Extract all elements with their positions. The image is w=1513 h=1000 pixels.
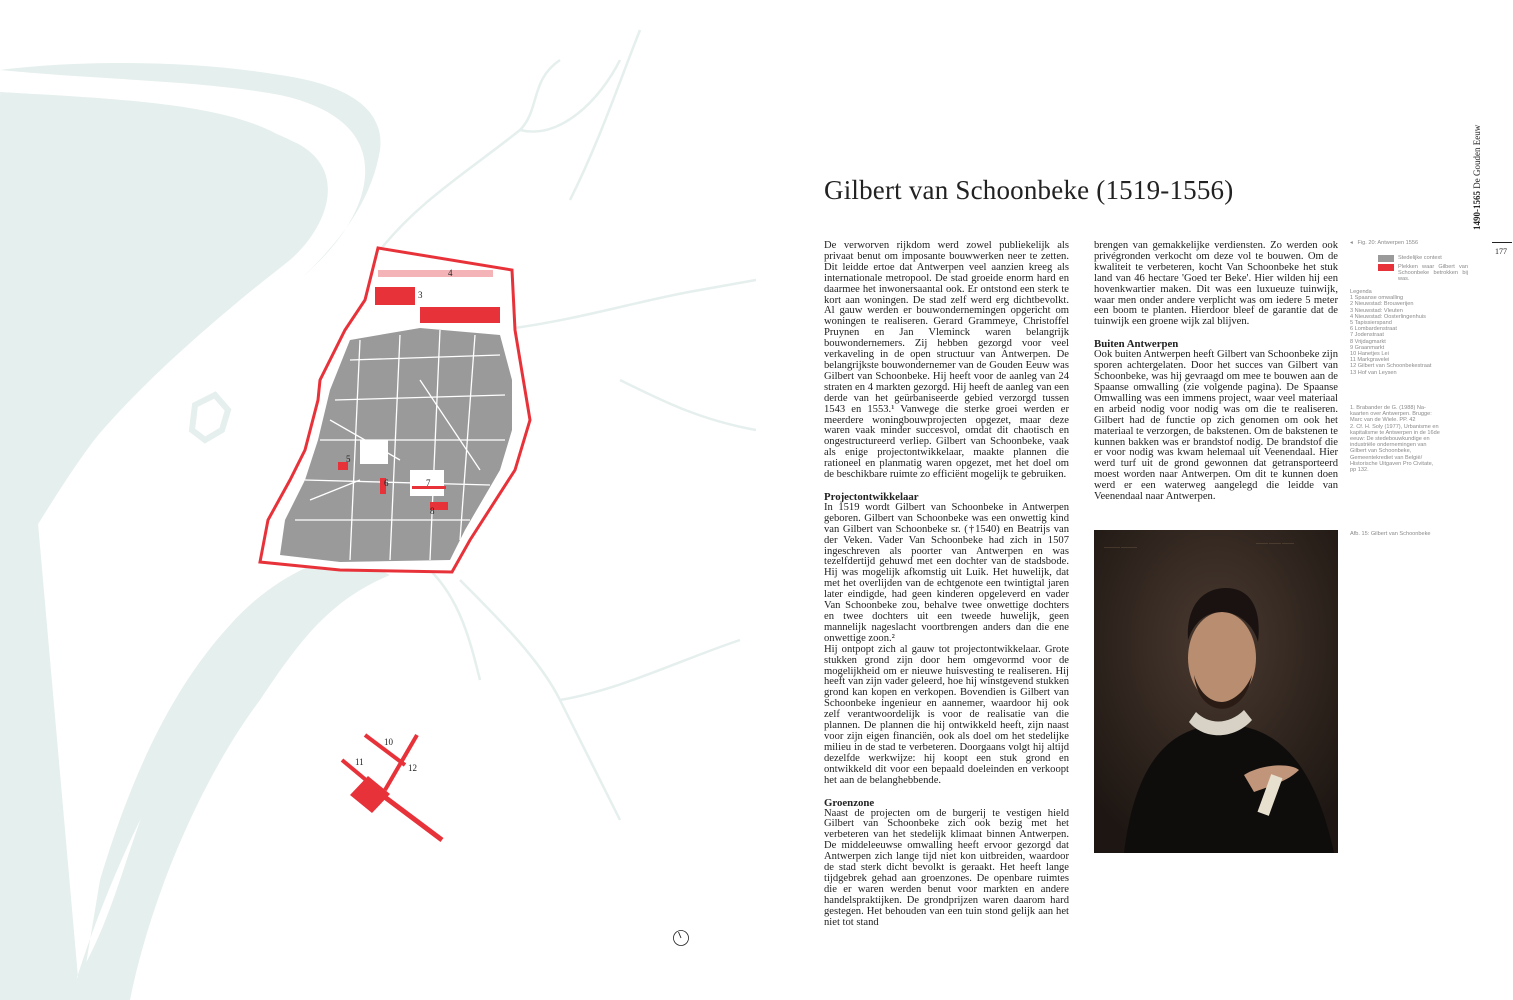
legend-item: 12 Gilbert van Schoonbekestraat (1350, 363, 1432, 370)
painting-inscription: ———— ———— (1104, 544, 1137, 549)
map-label: 6 (384, 478, 389, 488)
map-label: 3 (418, 290, 423, 300)
zone-3a (375, 287, 415, 305)
caret-left-icon: ◂ (1350, 240, 1353, 246)
zone-4 (378, 270, 493, 277)
antwerp-map (0, 0, 756, 1000)
outside-projects (342, 735, 442, 840)
paragraph: Hij ontpopt zich al gauw tot projectontwikkelaar. Grote stukken grond zijn door hem omgevormd voor de mogelijkheid om er nieuwe huisvesting te realiseren. Hij heeft van zijn vader geleerd, hoe hij winstgevend stukken grond kan kopen en verkopen. Bovendien is Gilbert van Schoonbeke ingenieur en aannemer, waardoor hij ook zelf verantwoordelijk is voor de realisatie van die plannen. De plannen die hij ontwikkeld heeft, zijn naast voor zijn eigen financiën, ook als doel om het stedelijke milieu in de stad te verbeteren. Doorgaans volgt hij altijd dezelfde werkwijze: hij koopt een stuk grond en ontwikkeld dit voor een bepaald doeleinden en verkoopt het aan de belanghebbende. (824, 643, 1069, 786)
paragraph: brengen van gemakkelijke verdiensten. Zo werden ook privégronden verkocht om deze vol te bouwen. Om de kwaliteit te verbeteren, kocht Van Schoonbeke het stuk land van 46 hectare 'Goed ter Beke'. Hier wilden hij een hovenkwartier maken. Dit was een luxueuze tuinwijk, waar men onder andere verplicht was om iedere 5 meter een boom te planten. Hierdoor bleef de garantie dat de tuinwijk een groene wijk zal blijven. (1094, 240, 1338, 328)
paragraph: Naast de projecten om de burgerij te vestigen hield Gilbert van Schoonbeke zich ook bezig met het verbeteren van het stedelijk klimaat binnen Antwerpen. De middeleeuwse omwalling heeft ervoor gezorgd dat Antwerpen zich lange tijd niet kon uitbreiden, waardoor de stad sterk dicht bevolkt is geraakt. Het heeft lange tijdgebrek gehad aan groenzones. De openbare ruimtes die er waren werden benut voor markten en andere handelspraktijken. De grondprijzen waren daarom hard gestegen. Het behouden van een tuin stond gelijk aan het niet tot stand (824, 807, 1069, 928)
map-label: 12 (408, 763, 417, 773)
citadel-island (192, 395, 228, 440)
red-swatch (1378, 264, 1394, 271)
map-label: 7 (426, 478, 431, 488)
zone-3b (420, 307, 500, 323)
legend-title: Legenda (1350, 289, 1372, 295)
portrait-caption: Afb. 15: Gilbert van Schoonbeke (1350, 531, 1431, 537)
legend-items (1350, 295, 1450, 376)
legend-item: 2 Nieuwstad: Brouwerijen (1350, 301, 1414, 308)
section-heading: Groenzone (824, 796, 875, 809)
map-label: 5 (346, 454, 351, 464)
text-column-1 (824, 241, 1069, 928)
north-arrow-icon (672, 929, 690, 947)
figure-caption: ◂ Fig. 20: Antwerpen 1556 (1350, 240, 1419, 246)
paragraph: Ook buiten Antwerpen heeft Gilbert van Schoonbeke zijn sporen achtergelaten. Door het succes van Gilbert van Schoonbeke, was hij gevraagd om mee te bouwen aan de Spaanse omwalling (zie volgende pagina). De Spaanse Omwalling was een immens project, waar veel materiaal en arbeid nodig voor nodig was om die te realiseren. Gilbert had de functie op zich genomen om ook het materiaal te verzorgen, de bakstenen. Om de bakstenen te kunnen bakken was er brandstof nodig. De brandstof die er voor nodig was kwam helemaal uit Veenendaal. Hier werd turf uit de grond gewonnen dat getransporteerd moest worden naar Antwerpen. Om dit te kunnen doen werd er een waterweg aangelegd die leidde van Veenendaal naar Antwerpen. (1094, 349, 1338, 503)
legend-item: 9 Graanmarkt (1350, 344, 1385, 351)
map-label: 8 (430, 506, 435, 516)
legend-item: 11 Markgravelei (1350, 357, 1390, 364)
legend-item: 7 Jodenstraat (1350, 332, 1384, 339)
map-label: 4 (448, 268, 453, 278)
paragraph: In 1519 wordt Gilbert van Schoonbeke in Antwerpen geboren. Gilbert van Schoonbeke was een onwettig kind van Gilbert van Schoonbeke sr. (†1540) en Beatrijs van der Veken. Vader Van Schoonbeke had zich in 1507 ingeschreven als poorter van Antwerpen en was tezelfdertijd gehuwd met een dochter van de stadsbode. Hij was mogelijk afkomstig uit Luik. Het huwelijk, dat met het overlijden van de echtgenote een twintigtal jaren later eindigde, had geen kinderen opgeleverd en vader Van Schoonbeke zou, behalve twee onwettige dochters en twee dochters uit een tweede huwelijk, geen mannelijk nageslacht voortbrengen anders dan die ene onwettige zoon.² (824, 501, 1069, 644)
section-heading: Projectontwikkelaar (824, 490, 919, 503)
page-title: Gilbert van Schoonbeke (1519-1556) (824, 175, 1234, 205)
page-number: 177 (1495, 247, 1507, 256)
hof-van-leysen (350, 776, 390, 813)
text-column-2 (1094, 241, 1338, 503)
painting-inscription: ——— ——— ——— (1256, 540, 1294, 545)
legend-item: 5 Tapissierspand (1350, 320, 1392, 327)
grey-swatch (1378, 255, 1394, 262)
section-heading: Buiten Antwerpen (1094, 338, 1179, 351)
legend-item: 3 Nieuwstad: Vleuten (1350, 307, 1403, 314)
legend-item: 6 Lombardenstraat (1350, 326, 1397, 333)
divider (1492, 242, 1512, 243)
portrait-image (1094, 530, 1338, 853)
legend-item: 1 Spaanse omwalling (1350, 295, 1404, 302)
legend-item: 13 Hof van Leysen (1350, 369, 1397, 376)
map-label: 11 (355, 757, 364, 767)
footnotes: 1. Brabander de G. (1988) Na-kaarten over Antwerpen. Brugge: Marc van de Wiele. PP. 42 2. Cf. H. Soly (1977), Urbanisme en kapitalisme te Antwerpen in de 16de eeuw: De stedebouwkundige en industriële ondernemingen van Gilbert van Schoonbeke, Gemeentekrediet van België/ Historische Uitgaven Pro Civitate, pp 132. (1350, 405, 1440, 474)
legend-item: 10 Hanetjes Lei (1350, 351, 1389, 358)
legend-item: 8 Vrijdagmarkt (1350, 338, 1386, 345)
paragraph: De verworven rijkdom werd zowel publiekelijk als privaat benut om imposante bouwwerken neer te zetten. Dit leidde ertoe dat Antwerpen veel aanzien kreeg als internationale metropool. De stad groeide enorm hard en daarmee het inwonersaantal ook. Er ontstond een sterk te kort aan woningen. De stad zelf werd erg dichtbevolkt. Al gauw werden er bouwondernemingen opgericht om woningen te realiseren. Gerard Grammeye, Christoffel Pruynen en Jan Vleminck waren belangrijk bouwondernemers. Zij hebben gezorgd voor veel verkaveling in de open structuur van Antwerpen. De belangrijkste bouwondernemer van de Gouden Eeuw was Gilbert van Schoonbeke. Hij heeft voor de aanleg van 24 straten en 4 markten gezorgd. Hij heeft de aanleg van een derde van het geürbaniseerde gebied verzorgd tussen 1543 en 1553.¹ Vanwege die sterke groei werden er meerdere woningbouwprojecten opgezet, maar deze waren vaak minder succesvol, omdat dit chaotisch en ongestructureerd verliep. Gilbert van Schoonbeke, vaak als enige projectontwikkelaar, maakte plannen die rationeel en planmatig waren opgezet, met het doel om de beschikbare ruimte zo efficiënt mogelijk te gebruiken. (824, 240, 1069, 481)
legend-list (1350, 289, 1450, 376)
legend-item: 4 Nieuwstad: Oosterlingenhuis (1350, 313, 1426, 320)
map-legend: Stedelijke context Plekken waar Gilbert van Schoonbeke betrokken bij was. (1378, 255, 1468, 282)
map-label: 10 (384, 737, 393, 747)
running-head: 1490-1565 De Gouden Eeuw (1472, 124, 1482, 230)
